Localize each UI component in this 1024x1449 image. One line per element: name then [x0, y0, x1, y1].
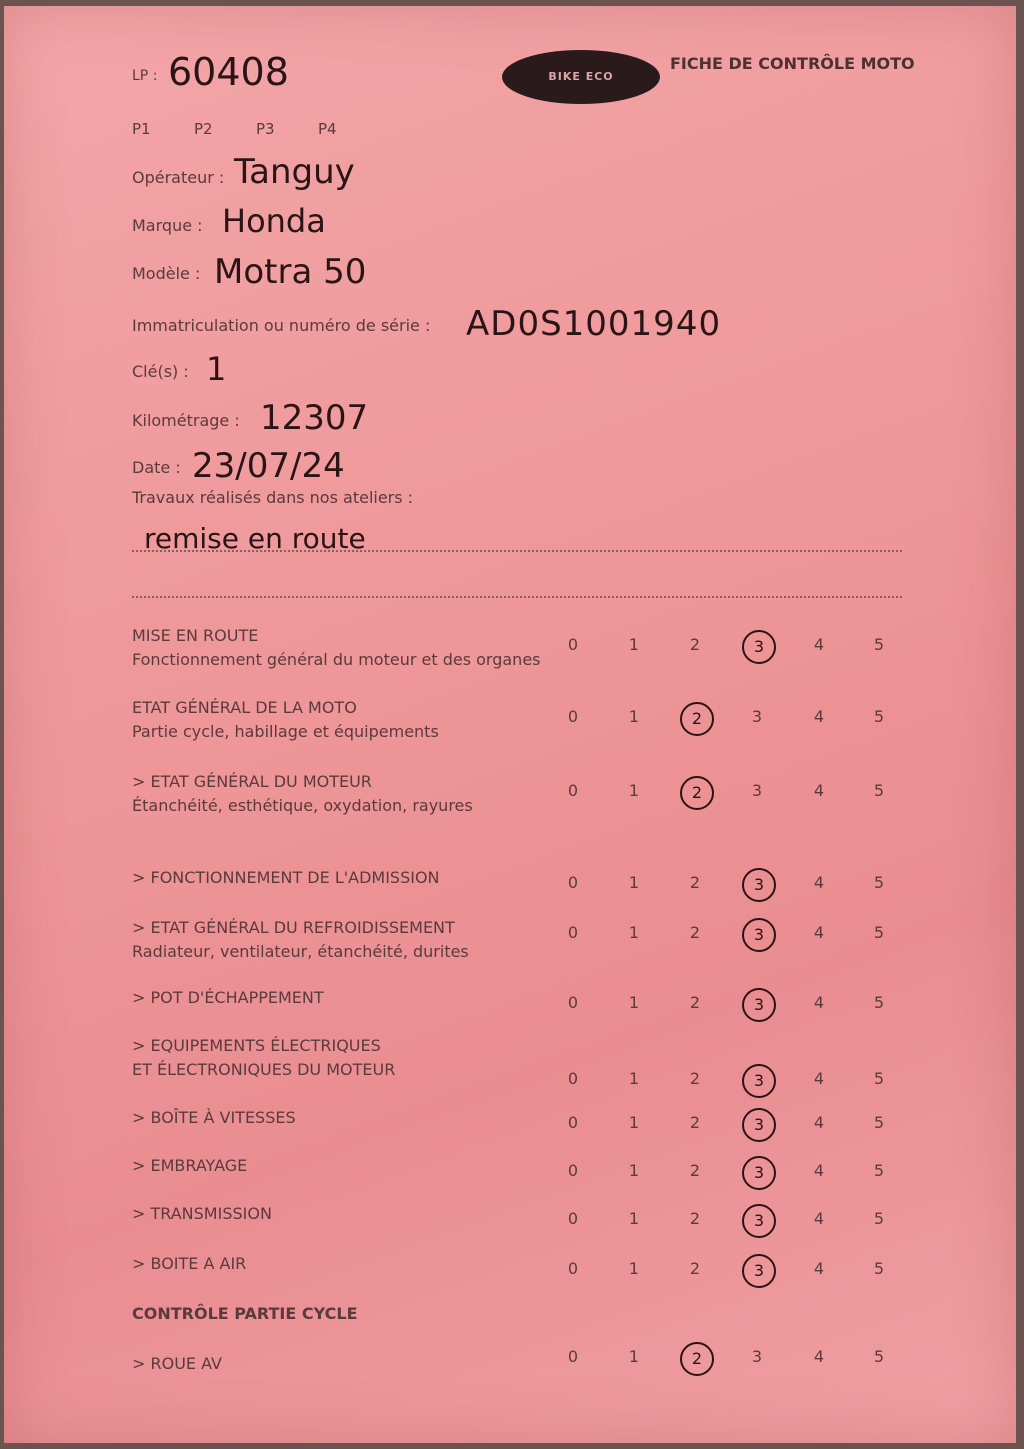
position-p2: P2	[194, 120, 213, 138]
travaux-label: Travaux réalisés dans nos ateliers :	[132, 488, 414, 507]
score-option: 0	[567, 781, 579, 800]
modele-label: Modèle :	[132, 264, 201, 283]
score-option: 0	[567, 635, 579, 654]
score-selected: 3	[742, 630, 776, 664]
row-subtitle: ET ÉLECTRONIQUES DU MOTEUR	[132, 1060, 396, 1079]
travaux-line-1	[132, 550, 902, 552]
score-option: 5	[873, 1259, 885, 1278]
score-option: 4	[813, 993, 825, 1012]
score-option: 5	[873, 1161, 885, 1180]
score-option: 2	[689, 993, 701, 1012]
cles-value: 1	[206, 350, 227, 388]
control-sheet	[4, 6, 1016, 1443]
score-selected: 2	[680, 776, 714, 810]
row-subtitle: Partie cycle, habillage et équipements	[132, 722, 439, 741]
immat-value: AD0S1001940	[466, 304, 722, 344]
score-option: 4	[813, 873, 825, 892]
score-option: 1	[628, 1347, 640, 1366]
score-option: 5	[873, 707, 885, 726]
section-title: CONTRÔLE PARTIE CYCLE	[132, 1304, 358, 1323]
score-option: 2	[689, 1259, 701, 1278]
score-option: 5	[873, 635, 885, 654]
row-title: > FONCTIONNEMENT DE L'ADMISSION	[132, 868, 440, 887]
score-selected: 3	[742, 1204, 776, 1238]
score-option: 4	[813, 923, 825, 942]
operateur-value: Tanguy	[234, 152, 355, 192]
score-option: 1	[628, 1161, 640, 1180]
score-option: 5	[873, 1347, 885, 1366]
score-option: 0	[567, 923, 579, 942]
score-selected: 3	[742, 1064, 776, 1098]
score-option: 0	[567, 1113, 579, 1132]
score-option: 0	[567, 1347, 579, 1366]
score-option: 2	[689, 873, 701, 892]
score-option: 2	[689, 635, 701, 654]
km-label: Kilométrage :	[132, 411, 240, 430]
marque-value: Honda	[222, 202, 326, 240]
lp-value: 60408	[168, 50, 289, 94]
marque-label: Marque :	[132, 216, 203, 235]
score-option: 4	[813, 635, 825, 654]
row-title: > EMBRAYAGE	[132, 1156, 248, 1175]
km-value: 12307	[260, 398, 369, 438]
score-option: 4	[813, 1259, 825, 1278]
score-option: 1	[628, 923, 640, 942]
score-option: 5	[873, 1069, 885, 1088]
position-p1: P1	[132, 120, 151, 138]
date-value: 23/07/24	[192, 446, 345, 486]
score-selected: 3	[742, 988, 776, 1022]
row-title: > TRANSMISSION	[132, 1204, 272, 1223]
score-option: 5	[873, 923, 885, 942]
score-option: 0	[567, 873, 579, 892]
score-option: 3	[751, 707, 763, 726]
bike-eco-logo: BIKE ECO	[502, 50, 660, 104]
row-title: > BOITE A AIR	[132, 1254, 247, 1273]
score-option: 1	[628, 707, 640, 726]
sheet-title: FICHE DE CONTRÔLE MOTO	[670, 54, 915, 73]
score-option: 3	[751, 781, 763, 800]
score-option: 5	[873, 781, 885, 800]
row-title: > EQUIPEMENTS ÉLECTRIQUES	[132, 1036, 381, 1055]
score-option: 4	[813, 1161, 825, 1180]
lp-label: LP :	[132, 68, 158, 84]
row-subtitle: Radiateur, ventilateur, étanchéité, durites	[132, 942, 469, 961]
score-option: 1	[628, 1113, 640, 1132]
cles-label: Clé(s) :	[132, 362, 189, 381]
score-option: 4	[813, 1347, 825, 1366]
score-option: 5	[873, 1113, 885, 1132]
travaux-value: remise en route	[144, 522, 366, 555]
score-option: 4	[813, 1209, 825, 1228]
row-title: > ETAT GÉNÉRAL DU REFROIDISSEMENT	[132, 918, 455, 937]
operateur-label: Opérateur :	[132, 168, 225, 187]
score-option: 2	[689, 1069, 701, 1088]
travaux-line-2	[132, 596, 902, 598]
score-selected: 3	[742, 868, 776, 902]
score-selected: 3	[742, 918, 776, 952]
score-option: 5	[873, 1209, 885, 1228]
score-option: 4	[813, 707, 825, 726]
row-subtitle: Fonctionnement général du moteur et des organes	[132, 650, 541, 669]
row-title: > BOÎTE À VITESSES	[132, 1108, 296, 1127]
score-option: 1	[628, 635, 640, 654]
score-selected: 2	[680, 702, 714, 736]
score-option: 1	[628, 1259, 640, 1278]
score-selected: 3	[742, 1108, 776, 1142]
score-option: 0	[567, 1069, 579, 1088]
score-option: 0	[567, 1161, 579, 1180]
row-title: > POT D'ÉCHAPPEMENT	[132, 988, 324, 1007]
score-option: 4	[813, 1113, 825, 1132]
immat-label: Immatriculation ou numéro de série :	[132, 316, 431, 335]
score-selected: 3	[742, 1156, 776, 1190]
score-option: 0	[567, 1209, 579, 1228]
score-option: 1	[628, 1209, 640, 1228]
score-option: 1	[628, 781, 640, 800]
position-p4: P4	[318, 120, 337, 138]
row-subtitle: Étanchéité, esthétique, oxydation, rayures	[132, 796, 473, 815]
score-option: 1	[628, 873, 640, 892]
score-option: 2	[689, 1209, 701, 1228]
score-option: 5	[873, 873, 885, 892]
score-option: 4	[813, 1069, 825, 1088]
score-option: 0	[567, 993, 579, 1012]
row-title: > ETAT GÉNÉRAL DU MOTEUR	[132, 772, 372, 791]
score-option: 4	[813, 781, 825, 800]
row-title: ETAT GÉNÉRAL DE LA MOTO	[132, 698, 357, 717]
position-p3: P3	[256, 120, 275, 138]
score-option: 1	[628, 1069, 640, 1088]
score-option: 3	[751, 1347, 763, 1366]
score-option: 2	[689, 1113, 701, 1132]
score-option: 1	[628, 993, 640, 1012]
row-title: MISE EN ROUTE	[132, 626, 259, 645]
score-selected: 3	[742, 1254, 776, 1288]
date-label: Date :	[132, 458, 181, 477]
score-option: 2	[689, 1161, 701, 1180]
score-option: 0	[567, 1259, 579, 1278]
row-title: > ROUE AV	[132, 1354, 222, 1373]
score-option: 0	[567, 707, 579, 726]
score-selected: 2	[680, 1342, 714, 1376]
modele-value: Motra 50	[214, 252, 367, 292]
score-option: 5	[873, 993, 885, 1012]
score-option: 2	[689, 923, 701, 942]
